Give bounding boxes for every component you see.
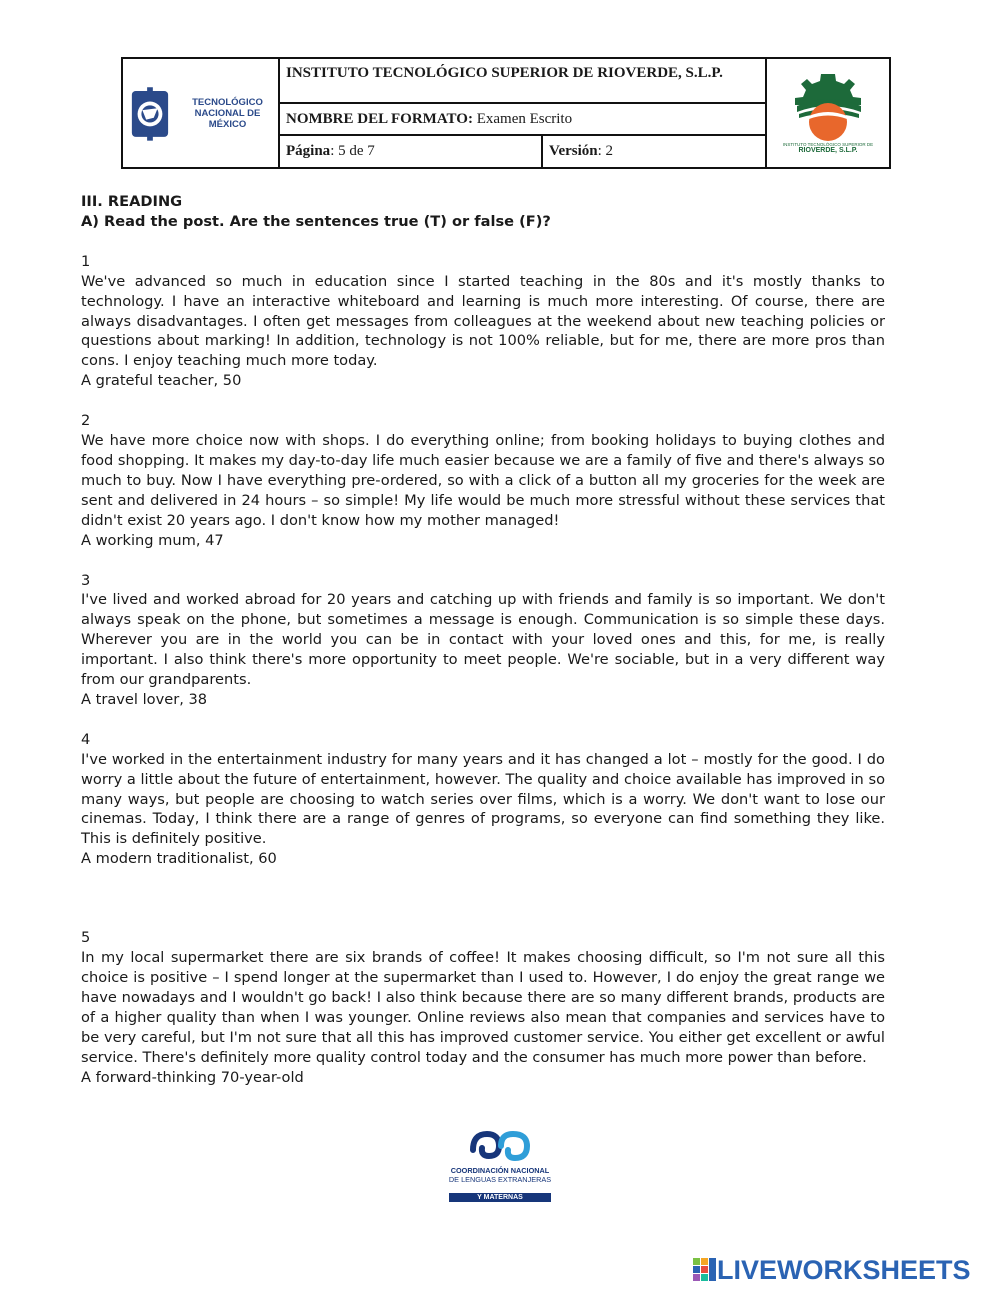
version-number: Versión : 2 — [549, 143, 614, 159]
liveworksheets-text: LIVEWORKSHEETS — [717, 1255, 971, 1285]
document-header — [121, 57, 891, 169]
post-1 — [81, 252, 885, 391]
post-author: A modern traditionalist, 60 — [81, 850, 277, 868]
post-2 — [81, 411, 885, 550]
tecnm-logo — [123, 59, 280, 167]
post-text: We've advanced so much in education since I started teaching in the 80s and it's mostly thanks to technology. I have an interactive whiteboard and learning is much more interesting. Of course, there are always disadvantages. I often get messages from colleagues at the weekend about new teaching policies or questions about marking! In addition, technology is not 100% reliable, but for me, there are more pros than cons. I enjoy teaching much more today. — [81, 272, 885, 370]
gear-eagle-icon — [129, 84, 171, 142]
cnl-logo — [440, 1128, 560, 1203]
format-name: NOMBRE DEL FORMATO: Examen Escrito — [280, 104, 765, 136]
itsr-logo — [767, 59, 889, 167]
post-4 — [81, 730, 885, 869]
instruction: A) Read the post. Are the sentences true (T) or false (F)? — [81, 212, 551, 230]
post-text: I've lived and worked abroad for 20 years and catching up with friends and family is so important. We don't always speak on the phone, but sometimes a message is enough. Communication is so simple these days. Wherever you are in the world you can be in contact with your loved ones and this, for me, is really important. I also think there's more opportunity to meet people. We're sociable, but in a very different way from our grandparents. — [81, 591, 885, 689]
post-text: In my local supermarket there are six brands of coffee! It makes choosing difficult, so I'm not sure all this choice is positive – I spend longer at the supermarket than I used to. However, I do enjoy the great range we have nowadays and I wouldn't go back! I also think because there are so many different brands, products are of a higher quality than when I was younger. Online reviews also mean that companies and services have to be very careful, but I'm not sure that all this has improved customer service. You either get excellent or awful service. There's definitely more quality control today and the consumer has much more power than before. — [81, 949, 885, 1066]
post-number: 2 — [81, 412, 91, 430]
institute-name: INSTITUTO TECNOLÓGICO SUPERIOR DE RIOVERDE, S.L.P. — [280, 59, 765, 104]
post-5 — [81, 928, 885, 1087]
itsr-name: RIOVERDE, S.L.P. — [798, 147, 858, 154]
wave-icon — [465, 1128, 535, 1162]
post-number: 4 — [81, 730, 91, 748]
section-title: III. READING — [81, 193, 183, 210]
cnl-line-3: Y MATERNAS — [449, 1193, 551, 1202]
post-3 — [81, 571, 885, 710]
post-author: A forward-thinking 70-year-old — [81, 1068, 304, 1086]
tecnm-text-2: NACIONAL DE MÉXICO — [194, 107, 261, 130]
post-number: 3 — [81, 571, 91, 589]
itsr-gear-icon — [789, 72, 867, 142]
page-number: Página : 5 de 7 — [280, 136, 543, 167]
cnl-line-2: DE LENGUAS EXTRANJERAS — [448, 1175, 552, 1184]
post-author: A working mum, 47 — [81, 531, 224, 549]
post-text: We have more choice now with shops. I do everything online; from booking holidays to buying clothes and food shopping. It makes my day-to-day life much easier because we are a family of five and there's always so much to buy. Now I have everything pre-ordered, so with a click of a button all my groceries for the week are sent and delivered in 24 hours – so simple! My life would be much more stressful without these services that didn't exist 20 years ago. I don't know how my mother managed! — [81, 432, 885, 529]
tecnm-text-1: TECNOLÓGICO — [192, 96, 263, 108]
post-number: 1 — [81, 252, 91, 270]
cnl-line-1: COORDINACIÓN NACIONAL — [450, 1166, 550, 1175]
header-info — [280, 59, 767, 167]
post-number: 5 — [81, 929, 91, 947]
post-author: A grateful teacher, 50 — [81, 372, 242, 390]
itsr-caption: INSTITUTO TECNOLÓGICO SUPERIOR DE — [782, 142, 874, 147]
post-author: A travel lover, 38 — [81, 690, 208, 708]
page-version-row — [280, 136, 765, 167]
reading-section — [81, 192, 885, 1087]
post-text: I've worked in the entertainment industry for many years and it has changed a lot – mostly for the good. I do worry a little about the future of entertainment, however. The quality and choice available has improved in so many ways, but people are choosing to watch series over films, which is a worry. We don't want to lose our cinemas. Today, I think there are a range of genres of programs, so everyone can find something they like. This is definitely positive. — [81, 750, 885, 848]
liveworksheets-logo[interactable] — [693, 1256, 971, 1284]
liveworksheets-icon — [693, 1258, 717, 1282]
